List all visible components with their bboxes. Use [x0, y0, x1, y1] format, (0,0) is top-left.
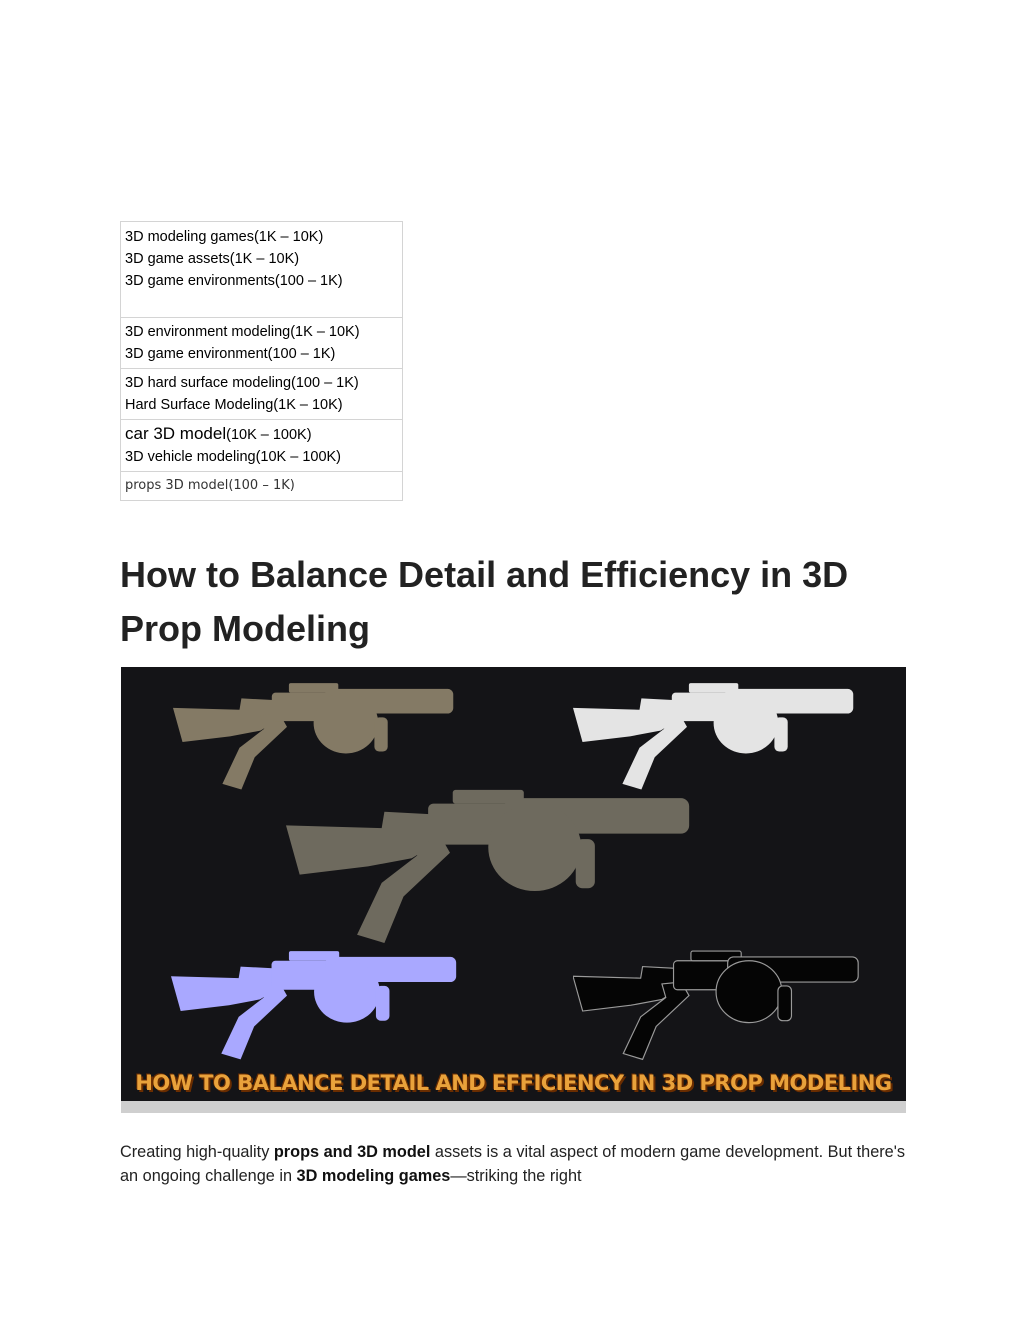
- keyword: 3D game environment(100 – 1K): [125, 346, 336, 362]
- keyword: 3D modeling games(1K – 10K): [125, 229, 324, 245]
- paragraph-text: —striking the right: [450, 1167, 582, 1185]
- table-cell: [121, 318, 403, 369]
- main-gun-center: [286, 790, 689, 943]
- table-row: [121, 318, 403, 369]
- table-cell: [121, 472, 403, 501]
- keyword: 3D game assets(1K – 10K): [125, 251, 300, 267]
- hero-bottom-border: [121, 1101, 906, 1113]
- keyword: 3D vehicle modeling(10K – 100K): [125, 449, 342, 465]
- keyword-volume: (10K – 100K): [226, 427, 312, 443]
- keyword: 3D environment modeling(1K – 10K): [125, 324, 360, 340]
- ao-map-gun-bottomright: [573, 951, 858, 1059]
- table-cell: [121, 369, 403, 420]
- article-title: How to Balance Detail and Efficiency in 3D Prop Modeling: [120, 554, 849, 649]
- hero-caption: HOW TO BALANCE DETAIL AND EFFICIENCY IN 3D PROP MODELING: [135, 1071, 892, 1095]
- hero-illustration: [121, 667, 906, 1067]
- table-row: [121, 222, 403, 318]
- keyword-bold: 3D modeling games: [296, 1167, 451, 1185]
- normal-map-gun-bottomleft: [171, 951, 456, 1059]
- table-row: [121, 420, 403, 472]
- keyword-table: [120, 221, 403, 501]
- intro-paragraph: [120, 1140, 910, 1188]
- paragraph-text: Creating high-quality: [120, 1143, 274, 1161]
- paragraph-text: assets is a vital aspect of modern game development. But there's an ongoing challenge in: [120, 1143, 905, 1185]
- table-cell: [121, 222, 403, 318]
- keyword: car 3D model: [125, 424, 227, 443]
- keyword: props 3D model(100 – 1K): [125, 478, 295, 493]
- hero-image: [121, 667, 906, 1113]
- keyword: Hard Surface Modeling(1K – 10K): [125, 397, 343, 413]
- keyword-line: [125, 423, 398, 446]
- keyword-bold: props and 3D model: [273, 1143, 431, 1161]
- table-row: [121, 369, 403, 420]
- table-cell: [121, 420, 403, 472]
- keyword: 3D game environments(100 – 1K): [125, 273, 343, 289]
- textured-gun-topleft: [173, 683, 453, 789]
- white-mesh-gun-topright: [573, 683, 853, 789]
- table-row: [121, 472, 403, 501]
- keyword: 3D hard surface modeling(100 – 1K): [125, 375, 359, 391]
